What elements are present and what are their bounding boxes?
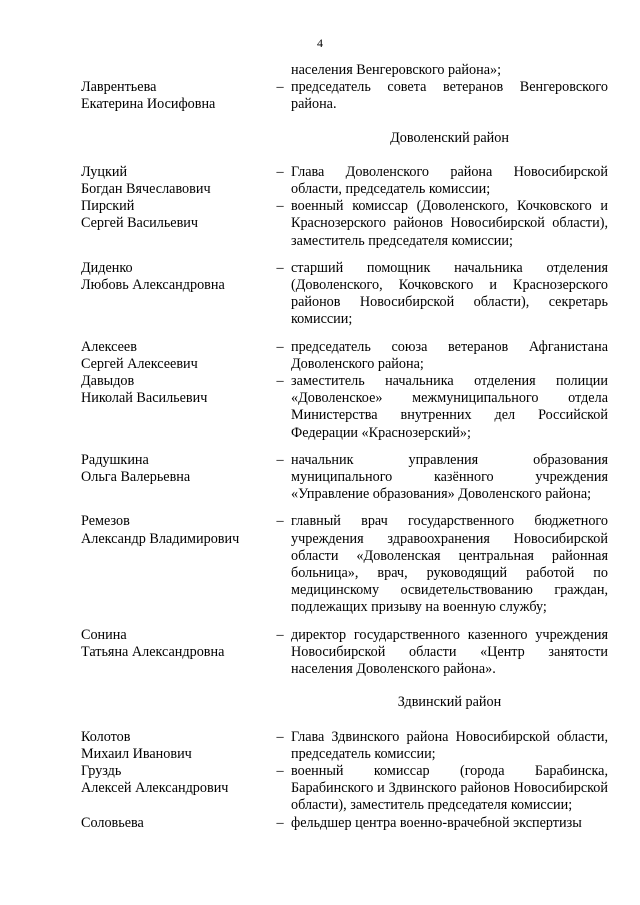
member-surname: Луцкий xyxy=(81,163,128,180)
member-given-names: Ольга Валерьевна xyxy=(81,469,191,486)
member-entry xyxy=(81,627,608,679)
entry-dash: – xyxy=(276,338,284,355)
member-role: старший помощник начальника отделения (Доволенского, Кочковского и Краснозерского районов Новосибирской области), секретарь комиссии; xyxy=(291,259,608,328)
member-surname: Лаврентьева xyxy=(81,79,157,96)
entry-dash: – xyxy=(276,728,284,745)
member-given-names: Сергей Алексеевич xyxy=(81,355,198,372)
member-name xyxy=(81,198,269,250)
member-role: заместитель начальника отделения полиции «Доволенское» межмуниципального отдела Министерства внутренних дел Российской Федерации «Краснозерский»; xyxy=(291,373,608,441)
member-role: Глава Доволенского района Новосибирской области, председатель комиссии; xyxy=(291,163,608,198)
entry-dash: – xyxy=(276,814,284,831)
member-surname: Груздь xyxy=(81,762,122,779)
member-role: фельдшер центра военно-врачебной экспертизы xyxy=(291,814,582,831)
member-name xyxy=(81,373,269,442)
entry-dash: – xyxy=(276,259,284,276)
member-entry xyxy=(81,513,608,616)
member-entry xyxy=(81,763,608,815)
member-surname: Соловьева xyxy=(81,814,144,831)
entry-dash: – xyxy=(276,198,284,215)
member-surname: Колотов xyxy=(81,728,131,745)
member-surname: Давыдов xyxy=(81,373,135,390)
entry-dash: – xyxy=(276,513,284,530)
member-entry xyxy=(81,260,608,329)
member-given-names: Любовь Александровна xyxy=(81,277,225,294)
member-surname: Ремезов xyxy=(81,513,130,530)
member-given-names: Сергей Васильевич xyxy=(81,215,199,232)
entry-dash: – xyxy=(276,762,284,779)
member-given-names: Николай Васильевич xyxy=(81,390,208,407)
member-name xyxy=(81,260,269,329)
member-name xyxy=(81,627,269,679)
entry-dash: – xyxy=(276,373,284,390)
member-role: военный комиссар (Доволенского, Кочковского и Краснозерского районов Новосибирской области), заместитель председателя комиссии; xyxy=(291,198,608,249)
section-heading: Доволенский район xyxy=(390,129,509,146)
member-entry xyxy=(81,339,608,373)
member-given-names: Михаил Иванович xyxy=(81,745,192,762)
continuation-text: населения Венгеровского района»; xyxy=(291,62,502,78)
member-given-names: Алексей Александрович xyxy=(81,780,229,797)
entry-dash: – xyxy=(276,79,284,96)
member-entry xyxy=(81,729,608,763)
member-role: начальник управления образования муниципального казённого учреждения «Управление образования» Доволенского района; xyxy=(291,451,608,503)
entry-dash: – xyxy=(276,626,284,643)
member-role: главный врач государственного бюджетного учреждения здравоохранения Новосибирской области «Доволенская центральная районная больница», врач, руководящий работой по медицинскому освидетельствованию граждан, подлежащих призыву на военную службу; xyxy=(291,513,608,616)
member-given-names: Богдан Вячеславович xyxy=(81,181,211,198)
entry-dash: – xyxy=(276,451,284,468)
member-surname: Алексеев xyxy=(81,338,137,355)
member-surname: Сонина xyxy=(81,626,127,643)
member-entry xyxy=(81,373,608,442)
member-entry xyxy=(81,452,608,504)
document-body xyxy=(81,62,608,832)
member-given-names: Татьяна Александровна xyxy=(81,643,225,660)
member-entry xyxy=(81,164,608,198)
member-name xyxy=(81,513,269,616)
member-role: Глава Здвинского района Новосибирской области, председатель комиссии; xyxy=(291,728,608,762)
member-surname: Диденко xyxy=(81,259,133,276)
member-name xyxy=(81,164,269,198)
member-surname: Пирский xyxy=(81,198,135,215)
member-entry xyxy=(81,815,608,832)
section-heading: Здвинский район xyxy=(397,694,502,711)
member-entry xyxy=(81,198,608,250)
member-role: председатель союза ветеранов Афганистана Доволенского района; xyxy=(291,338,608,372)
member-role: военный комиссар (города Барабинска, Барабинского и Здвинского районов Новосибирской области), заместитель председателя комиссии; xyxy=(291,762,608,814)
member-given-names: Александр Владимирович xyxy=(81,530,240,547)
member-name xyxy=(81,729,269,763)
member-surname: Радушкина xyxy=(81,451,149,468)
member-name xyxy=(81,815,269,832)
member-given-names: Екатерина Иосифовна xyxy=(81,96,216,113)
member-name xyxy=(81,452,269,504)
page-number: 4 xyxy=(317,36,323,50)
member-name xyxy=(81,79,269,113)
entry-dash: – xyxy=(276,163,284,180)
member-role: председатель совета ветеранов Венгеровского района. xyxy=(291,79,608,113)
member-name xyxy=(81,339,269,373)
member-entry xyxy=(81,79,608,113)
member-name xyxy=(81,763,269,815)
member-role: директор государственного казенного учреждения Новосибирской области «Центр занятости населения Доволенского района». xyxy=(291,626,608,678)
